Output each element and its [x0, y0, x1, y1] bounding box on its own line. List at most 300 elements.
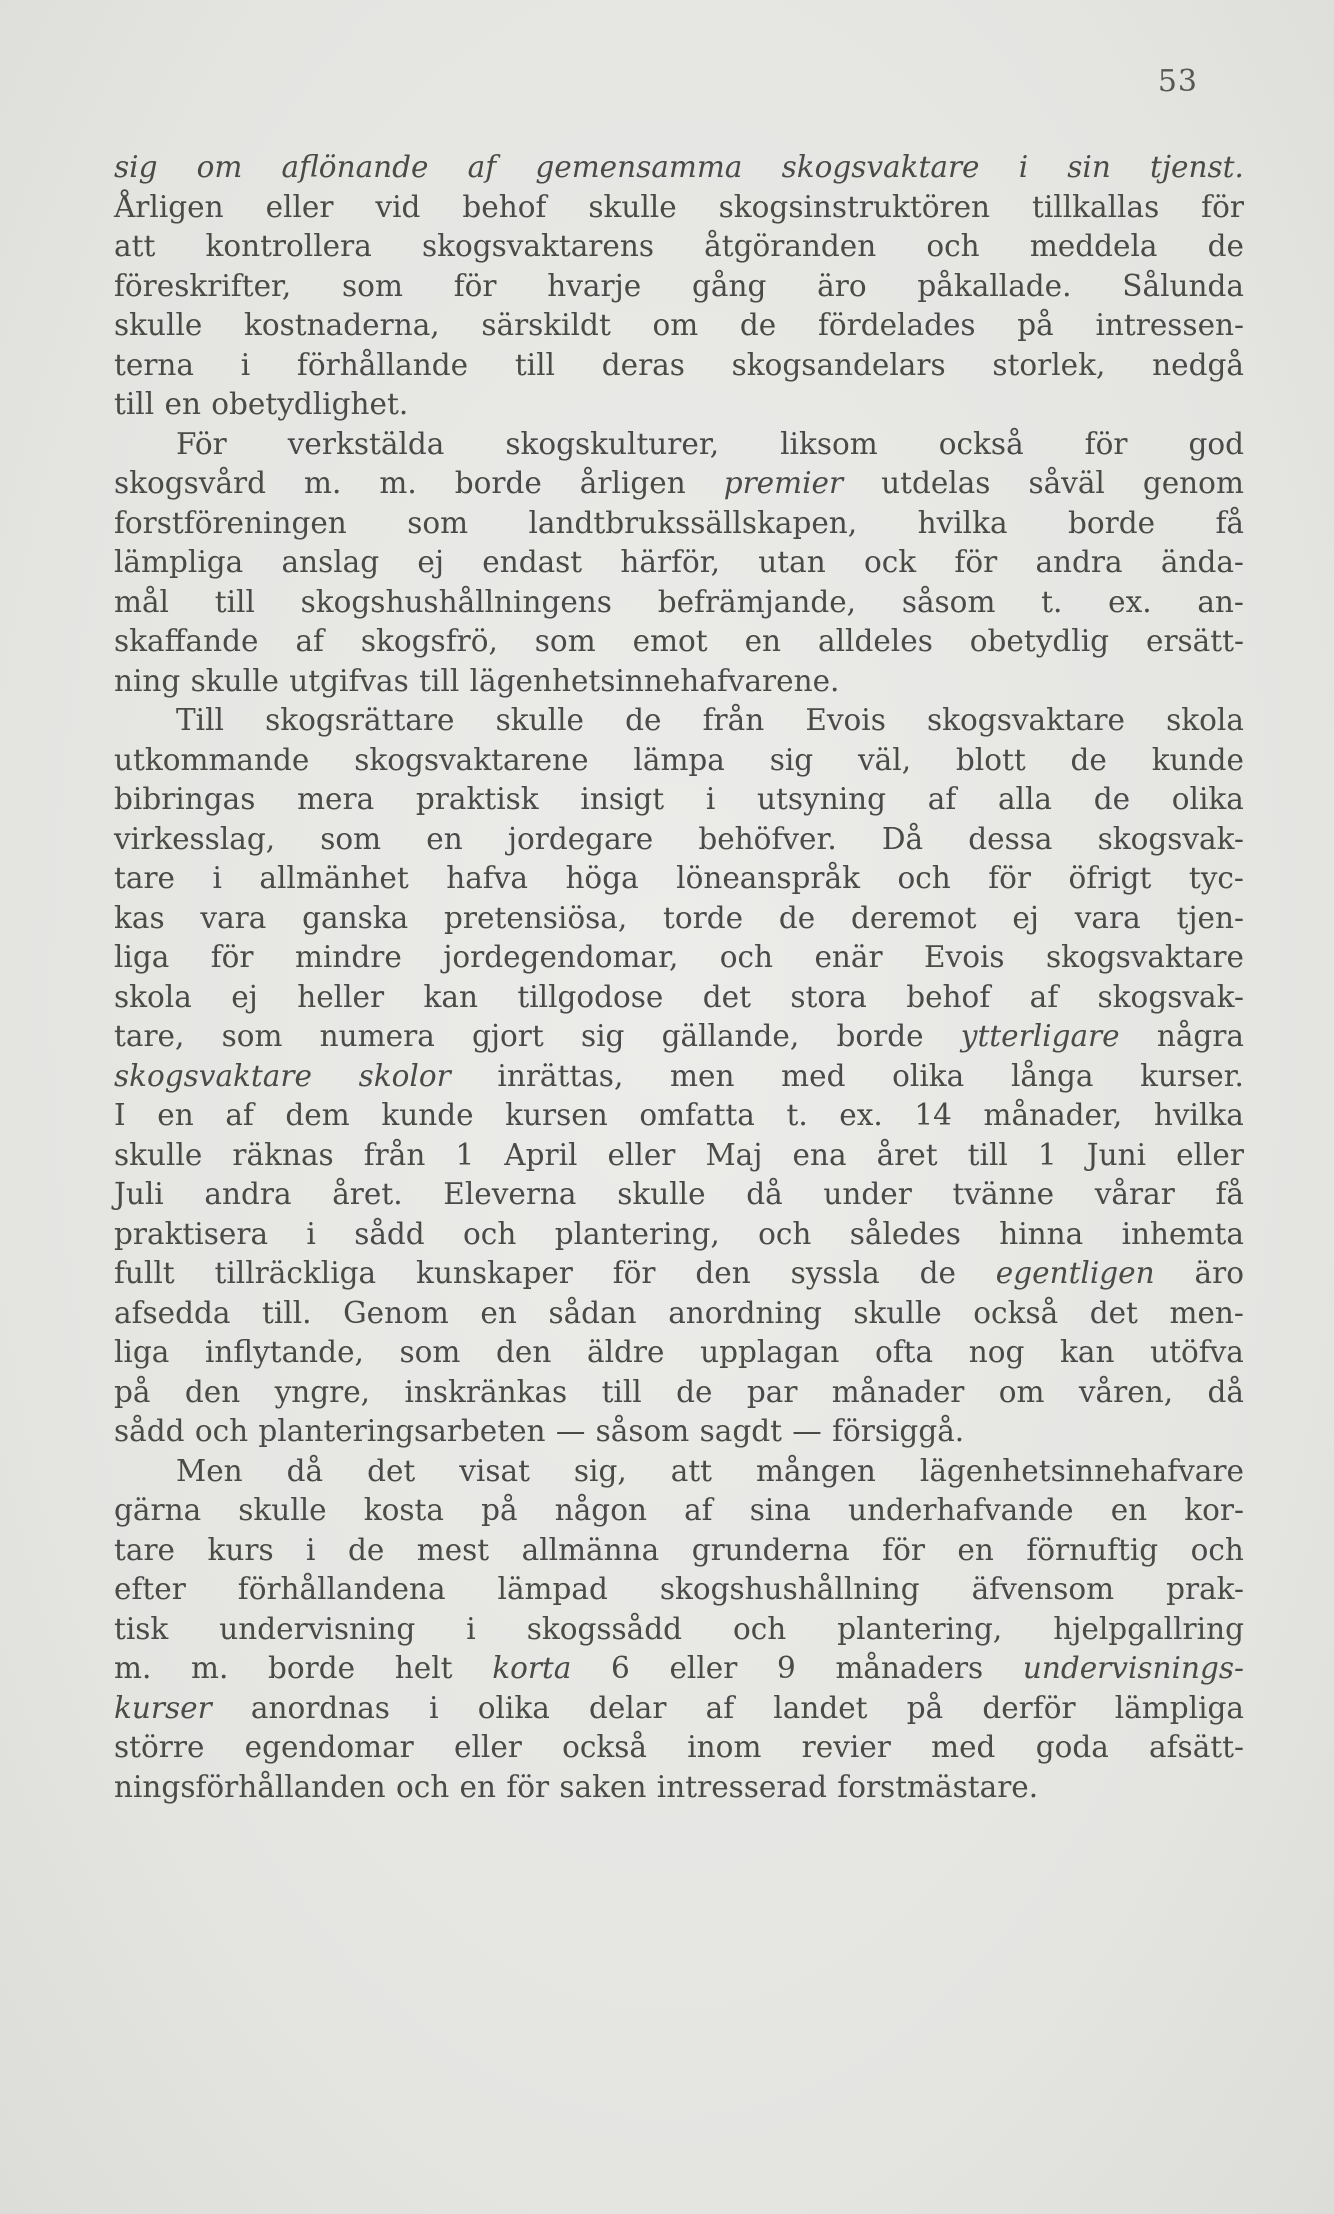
word: skolor — [358, 1058, 451, 1093]
text-line — [114, 464, 1244, 504]
word: m. — [379, 466, 417, 500]
word: praktisk — [415, 782, 539, 816]
word: väl, — [858, 742, 912, 777]
word: skulle — [617, 1177, 706, 1211]
word: liga — [114, 940, 170, 974]
word: ej — [231, 979, 258, 1014]
word: skogsandelars — [731, 347, 946, 382]
text-line — [114, 1570, 1244, 1610]
word: och — [194, 1414, 249, 1448]
word: månader — [831, 1374, 965, 1409]
word: Juli — [114, 1177, 164, 1211]
word: med — [931, 1730, 996, 1764]
text-line — [114, 267, 1244, 307]
word: ganska — [302, 900, 409, 935]
word: hvilka — [1153, 1098, 1244, 1132]
text-line — [114, 504, 1244, 544]
word: storlek, — [992, 347, 1106, 382]
word: gällande, — [661, 1019, 800, 1053]
word: Årligen — [114, 189, 224, 224]
word: en — [480, 1295, 517, 1330]
word: sådan — [548, 1295, 637, 1330]
word: skulle — [114, 308, 203, 342]
word: och — [719, 940, 774, 974]
word: och — [395, 1769, 450, 1804]
word: härför, — [620, 545, 721, 579]
word: kurser — [114, 1690, 212, 1725]
word: aflönande — [281, 150, 429, 184]
word: afsätt- — [1149, 1730, 1244, 1764]
text-line — [114, 1768, 1244, 1808]
word: långa — [1010, 1058, 1094, 1093]
word: m. — [114, 1651, 152, 1685]
word: med — [781, 1058, 846, 1093]
word: kas — [114, 900, 165, 935]
word: af — [684, 1493, 713, 1527]
word: skulle — [114, 1137, 203, 1172]
word: och — [897, 861, 951, 895]
word: ofta — [874, 1335, 934, 1369]
word: numera — [319, 1019, 435, 1053]
word: skogsvaktare — [114, 1058, 312, 1093]
word: ex. — [1108, 584, 1152, 619]
word: de — [1093, 782, 1131, 816]
word: alla — [997, 782, 1053, 816]
word: hjelpgallring — [1053, 1611, 1244, 1646]
word: vara — [1074, 900, 1141, 935]
word: en — [459, 1769, 497, 1804]
word: en — [426, 821, 463, 856]
text-line — [114, 741, 1244, 781]
word: inom — [687, 1730, 762, 1764]
word: jordegare — [507, 821, 654, 856]
word: men — [670, 1058, 735, 1093]
word: utgifvas — [289, 663, 409, 698]
word: de — [919, 1256, 956, 1290]
word: mest — [416, 1532, 490, 1567]
word: 1 — [455, 1137, 475, 1172]
text-line — [114, 820, 1244, 860]
word: i — [306, 1532, 316, 1567]
word: större — [114, 1730, 205, 1764]
word: den — [184, 1374, 241, 1409]
word: året — [876, 1137, 938, 1172]
text-line — [114, 1136, 1244, 1176]
text-line — [114, 1057, 1244, 1097]
word: hvarje — [547, 268, 642, 303]
word: som — [221, 1019, 283, 1053]
word: utkommande — [114, 742, 310, 777]
word: meddela — [1029, 229, 1158, 263]
word: undervisning — [219, 1611, 416, 1646]
word: kunde — [381, 1098, 474, 1132]
word: en — [957, 1532, 994, 1567]
text-line — [114, 1254, 1244, 1294]
word: planteringsarbeten — [258, 1414, 546, 1448]
word: prak- — [1166, 1572, 1244, 1606]
word: kosta — [363, 1493, 444, 1527]
word: m. — [304, 466, 342, 500]
word: tjen- — [1176, 900, 1244, 935]
word: syssla — [790, 1256, 880, 1290]
word: behof — [462, 189, 547, 224]
word: såväl — [1028, 466, 1105, 500]
word: tjenst. — [1150, 150, 1244, 184]
word: skogskulturer, — [505, 426, 720, 461]
word: som — [342, 268, 403, 303]
word: t. — [1041, 584, 1063, 619]
word: lägenhetsinnehafvare — [919, 1453, 1244, 1488]
word: på — [1017, 308, 1054, 342]
word: af — [927, 782, 957, 816]
word: kontrollera — [205, 229, 372, 263]
word: pretensiösa, — [444, 900, 628, 935]
word: landtbrukssällskapen, — [528, 505, 858, 540]
word: t. — [786, 1098, 808, 1132]
word: kor- — [1184, 1493, 1244, 1527]
word: af — [1029, 979, 1059, 1014]
word: af — [295, 624, 324, 658]
word: April — [504, 1137, 578, 1172]
word: på — [906, 1690, 944, 1725]
text-line — [114, 622, 1244, 662]
word: gärna — [114, 1493, 202, 1527]
word: enär — [814, 940, 883, 974]
word: mången — [756, 1453, 876, 1488]
word: ej — [1012, 900, 1039, 935]
word: för — [612, 1256, 656, 1290]
word: ex. — [839, 1098, 883, 1132]
word: för — [954, 545, 998, 579]
word: vara — [200, 900, 267, 935]
word: gjort — [472, 1019, 544, 1053]
word: revier — [801, 1730, 891, 1764]
word: deremot — [851, 900, 977, 935]
word: skogsvaktare — [927, 703, 1125, 737]
text-line — [114, 1649, 1244, 1689]
word: särskildt — [481, 308, 611, 342]
word: ytterligare — [960, 1019, 1120, 1053]
word: inrättas, — [497, 1058, 624, 1093]
word: såsom — [901, 584, 996, 619]
word: skogsvaktarens — [421, 229, 655, 263]
word: eller — [454, 1730, 522, 1764]
word: och — [732, 1611, 787, 1646]
word: heller — [297, 979, 385, 1014]
word: då — [286, 1453, 324, 1488]
word: för — [210, 940, 254, 974]
word: skola — [1166, 703, 1244, 737]
word: förnuftig — [1026, 1532, 1159, 1567]
word: ock — [863, 545, 917, 579]
word: en — [744, 624, 782, 658]
word: äro — [1194, 1256, 1244, 1290]
word: förhållandena — [237, 1572, 446, 1606]
word: Evois — [924, 940, 1005, 974]
word: skogsvaktarene — [354, 742, 589, 777]
word: som — [399, 1335, 461, 1369]
word: insigt — [580, 782, 665, 816]
word: par — [746, 1374, 798, 1409]
word: tare — [114, 861, 176, 895]
word: afsedda — [114, 1295, 231, 1330]
word: en — [157, 1098, 194, 1132]
text-line — [114, 1412, 1244, 1452]
word: lämpliga — [1114, 1690, 1244, 1725]
word: — — [555, 1414, 586, 1448]
word: för — [1084, 426, 1128, 461]
word: plantering, — [554, 1216, 720, 1251]
word: anslag — [281, 545, 380, 579]
word: skogsfrö, — [360, 624, 498, 658]
word: skogsvaktare — [1045, 940, 1244, 974]
word: helt — [394, 1651, 453, 1685]
word: anordning — [668, 1295, 822, 1330]
text-line — [114, 938, 1244, 978]
text-line — [114, 1096, 1244, 1136]
word: premier — [723, 466, 844, 500]
text-line — [114, 978, 1244, 1018]
word: tare, — [114, 1019, 185, 1053]
word: de — [1207, 229, 1244, 263]
word: tvänne — [952, 1177, 1055, 1211]
word: skogsvaktare — [781, 150, 980, 184]
text-line — [114, 701, 1244, 741]
word: sig — [114, 150, 158, 184]
word: delar — [588, 1690, 667, 1725]
word: Men — [176, 1453, 243, 1488]
word: som — [534, 624, 596, 658]
word: lämpa — [633, 742, 725, 777]
word: utöfva — [1150, 1335, 1244, 1369]
word: äro — [817, 268, 867, 303]
word: löneanspråk — [676, 861, 860, 895]
word: eller — [607, 1137, 676, 1172]
word: och — [1190, 1532, 1244, 1567]
word: virkesslag, — [114, 821, 276, 856]
word: månaders — [835, 1651, 984, 1685]
word: skulle — [588, 189, 677, 224]
word: landet — [773, 1690, 868, 1725]
word: undervisnings- — [1022, 1651, 1244, 1685]
word: i — [429, 1690, 439, 1725]
word: 9 — [777, 1651, 796, 1685]
word: liksom — [780, 426, 878, 461]
word: någon — [554, 1493, 647, 1527]
word: Då — [881, 821, 924, 856]
word: yngre, — [274, 1374, 371, 1409]
word: m. — [191, 1651, 229, 1685]
text-line — [114, 188, 1244, 228]
word: omfatta — [639, 1098, 755, 1132]
word: skaffande — [114, 624, 259, 658]
word: under — [823, 1177, 912, 1211]
word: sig — [580, 1019, 625, 1053]
word: saken — [559, 1769, 647, 1804]
word: den — [695, 1256, 751, 1290]
word: att — [670, 1453, 713, 1488]
word: tyc- — [1188, 861, 1244, 895]
word: få — [1215, 1177, 1244, 1211]
word: också — [938, 426, 1024, 461]
word: till — [114, 387, 155, 421]
text-line — [114, 425, 1244, 465]
text-line — [114, 1689, 1244, 1729]
word: kostnaderna, — [244, 308, 440, 342]
word: kurser. — [1140, 1058, 1244, 1093]
word: sådd — [354, 1216, 425, 1251]
word: korta — [492, 1651, 572, 1685]
word: och — [926, 229, 980, 263]
word: till — [967, 1137, 1008, 1172]
word: från — [702, 703, 765, 737]
word: derför — [982, 1690, 1076, 1725]
word: hinna — [999, 1216, 1084, 1251]
word: äldre — [587, 1335, 665, 1369]
word: ena — [792, 1137, 847, 1172]
word: dem — [285, 1098, 350, 1132]
word: Till — [176, 703, 224, 737]
word: förhållande — [296, 347, 469, 382]
word: skulle — [190, 663, 279, 698]
word: om — [196, 150, 243, 184]
word: som — [407, 505, 469, 540]
word: hafva — [446, 861, 528, 895]
word: i — [1018, 150, 1029, 184]
word: behöfver. — [698, 821, 837, 856]
word: dessa — [968, 821, 1053, 856]
word: obetydlig — [969, 624, 1110, 658]
word: skulle — [238, 1493, 327, 1527]
word: intressen- — [1095, 308, 1244, 342]
word: en — [164, 387, 201, 421]
word: de — [676, 1374, 713, 1409]
word: skogsvak- — [1097, 821, 1244, 856]
word: utan — [758, 545, 826, 579]
word: 6 — [611, 1651, 630, 1685]
word: i — [466, 1611, 476, 1646]
word: räknas — [232, 1137, 334, 1172]
word: intresserad — [656, 1769, 827, 1804]
word: hvilka — [917, 505, 1008, 540]
word: våren, — [1078, 1374, 1174, 1409]
word: deras — [601, 347, 685, 382]
word: mål — [114, 584, 169, 619]
word: visat — [459, 1453, 530, 1488]
word: det — [367, 1453, 416, 1488]
word: om — [998, 1374, 1045, 1409]
word: att — [114, 229, 156, 263]
word: borde — [1067, 505, 1156, 540]
word: till — [419, 663, 460, 698]
text-line — [114, 1491, 1244, 1531]
word: de — [347, 1532, 385, 1567]
word: sådd — [114, 1414, 185, 1448]
word: borde — [454, 466, 542, 500]
text-line — [114, 1017, 1244, 1057]
text-line — [114, 1610, 1244, 1650]
word: emot — [632, 624, 708, 658]
word: jordegendomar, — [443, 940, 679, 974]
word: ningsförhållanden — [114, 1769, 386, 1804]
word: skogsvak- — [1097, 979, 1244, 1014]
word: lägenhetsinnehafvarene. — [469, 663, 840, 698]
word: skola — [114, 979, 192, 1014]
word: öfrigt — [1068, 861, 1152, 895]
word: som — [320, 821, 382, 856]
word: gång — [692, 268, 767, 303]
word: utdelas — [881, 466, 991, 500]
word: nedgå — [1152, 347, 1244, 382]
word: af — [467, 150, 497, 184]
word: skogsinstruktören — [718, 189, 991, 224]
word: af — [705, 1690, 735, 1725]
word: olika — [892, 1058, 965, 1093]
word: genom — [1142, 466, 1244, 500]
word: kunskaper — [415, 1256, 573, 1290]
word: försiggå. — [832, 1414, 965, 1448]
word: eller — [265, 189, 334, 224]
text-line — [114, 859, 1244, 899]
word: skogssådd — [526, 1611, 682, 1646]
word: till. — [262, 1295, 312, 1330]
word: om — [652, 308, 699, 342]
word: till — [601, 1374, 642, 1409]
text-line — [114, 583, 1244, 623]
word: i — [705, 782, 716, 816]
word: upplagan — [700, 1335, 840, 1369]
word: ej — [417, 545, 444, 579]
word: åtgöranden — [704, 229, 877, 263]
word: tillgodose — [517, 979, 664, 1014]
word: efter — [114, 1572, 186, 1606]
text-line — [114, 899, 1244, 939]
text-line — [114, 662, 1244, 702]
word: För — [176, 426, 227, 461]
word: det — [1089, 1295, 1138, 1330]
word: god — [1188, 426, 1244, 461]
word: forstmästare. — [837, 1769, 1039, 1804]
text-line — [114, 1531, 1244, 1571]
word: de — [1070, 742, 1107, 777]
word: olika — [477, 1690, 550, 1725]
word: äfvensom — [971, 1572, 1115, 1606]
word: de — [778, 900, 816, 935]
word: de — [739, 308, 777, 342]
word: eller — [669, 1651, 738, 1685]
word: skulle — [853, 1295, 942, 1330]
word: i — [212, 861, 222, 895]
text-line — [114, 1452, 1244, 1492]
word: skogshushållningens — [300, 584, 612, 619]
word: skogsvård — [114, 466, 267, 500]
word: kan — [423, 979, 478, 1014]
word: för — [988, 861, 1031, 895]
word: bibringas — [114, 782, 256, 816]
word: såsom — [595, 1414, 690, 1448]
word: I — [114, 1098, 126, 1132]
word: i — [240, 347, 251, 382]
word: tisk — [114, 1611, 169, 1646]
word: grunderna — [691, 1532, 850, 1567]
word: Genom — [343, 1295, 449, 1330]
word: ning — [114, 663, 181, 698]
word: allmänhet — [259, 861, 409, 895]
word: vid — [375, 189, 421, 224]
word: 1 — [1037, 1137, 1057, 1172]
text-line — [114, 306, 1244, 346]
word: alldeles — [818, 624, 933, 658]
